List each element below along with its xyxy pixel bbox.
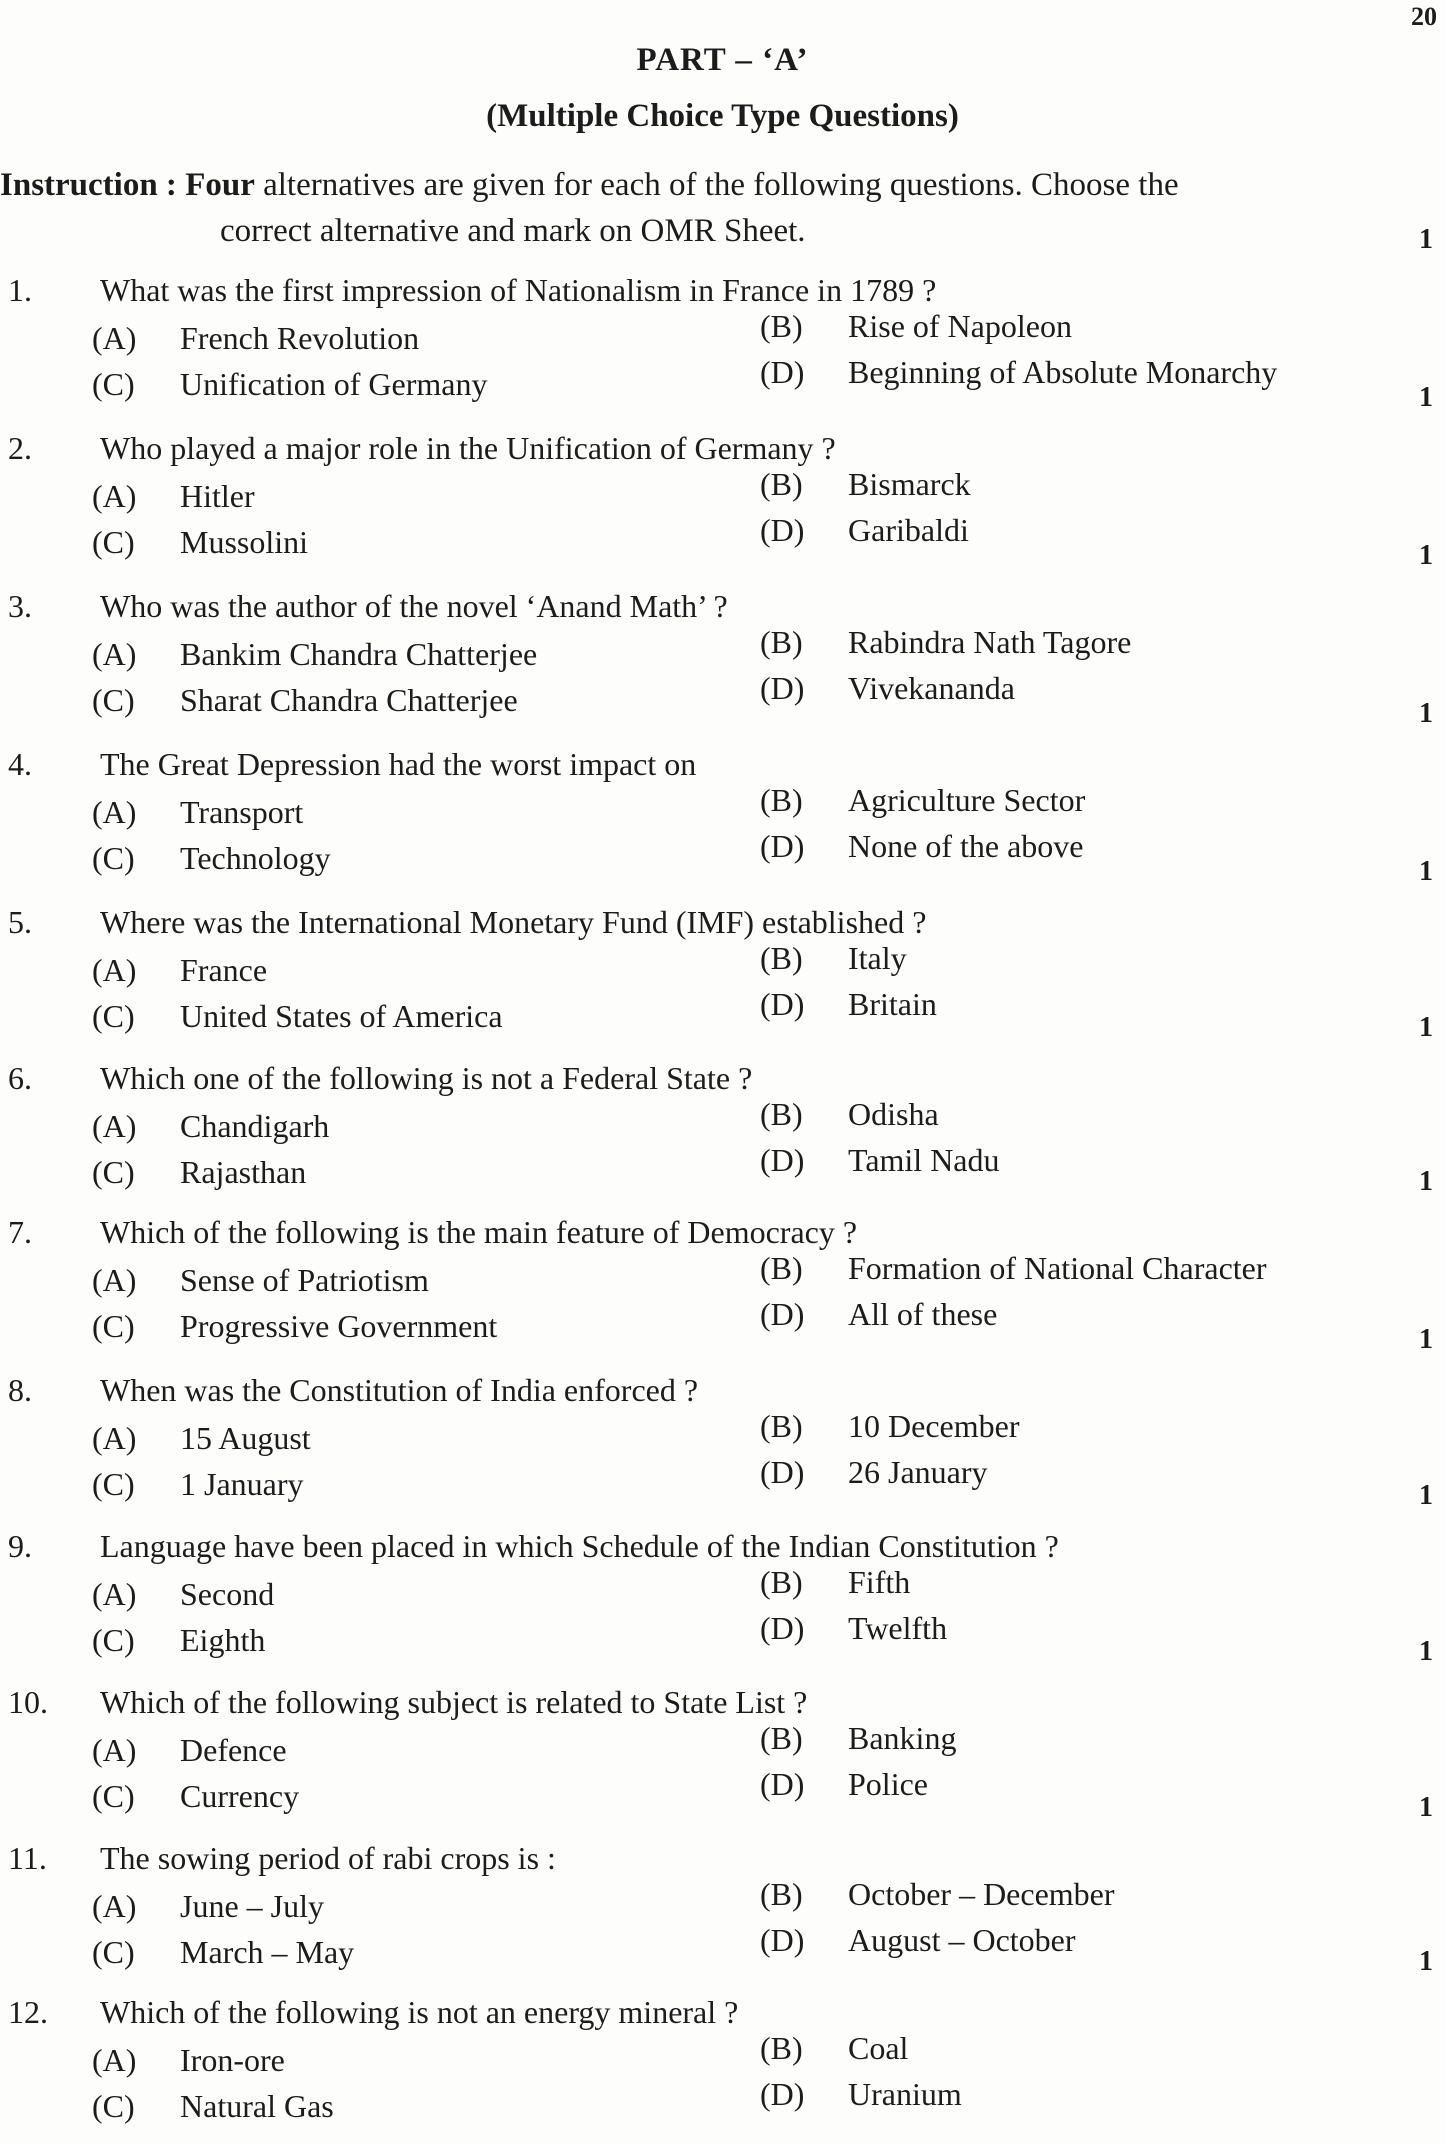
question-text: Who was the author of the novel ‘Anand Math’ ? (100, 588, 728, 624)
option-d[interactable] (760, 1766, 928, 1803)
option-text: Currency (180, 1778, 300, 1814)
option-label: (D) (760, 1922, 805, 1958)
option-label: (D) (760, 986, 805, 1022)
option-label: (D) (760, 828, 805, 864)
option-b[interactable] (760, 466, 971, 503)
option-text: Britain (848, 986, 937, 1022)
question-2 (0, 382, 1445, 580)
question-mark: 1 (1419, 1324, 1433, 1355)
option-a[interactable] (92, 1108, 329, 1145)
question-number: 2. (8, 430, 32, 466)
option-label: (A) (92, 478, 137, 514)
option-text: Technology (180, 840, 331, 876)
option-label: (C) (92, 1934, 135, 1970)
option-label: (A) (92, 1576, 137, 1612)
question-text: Who played a major role in the Unification of Germany ? (100, 430, 836, 466)
option-text: None of the above (848, 828, 1084, 864)
option-text: Vivekananda (848, 670, 1015, 706)
option-d[interactable] (760, 1922, 1076, 1959)
option-c[interactable] (92, 366, 487, 403)
option-c[interactable] (92, 840, 331, 877)
option-label: (D) (760, 1142, 805, 1178)
instruction-label: Instruction : (0, 167, 177, 203)
option-label: (B) (760, 1876, 803, 1912)
option-label: (B) (760, 782, 803, 818)
question-mark: 1 (1419, 1636, 1433, 1667)
option-text: Unification of Germany (180, 366, 488, 402)
option-text: Hitler (180, 478, 255, 514)
option-text: Eighth (180, 1622, 266, 1658)
option-d[interactable] (760, 828, 1083, 865)
option-label: (B) (760, 624, 803, 660)
option-label: (D) (760, 512, 805, 548)
option-label: (A) (92, 1262, 137, 1298)
option-text: Second (180, 1576, 275, 1612)
option-text: France (180, 952, 268, 988)
option-label: (D) (760, 1766, 805, 1802)
page-number: 20 (1411, 2, 1437, 31)
option-text: 26 January (848, 1454, 988, 1490)
option-text: Sharat Chandra Chatterjee (180, 682, 518, 718)
option-text: Banking (848, 1720, 957, 1756)
instruction-line1: alternatives are given for each of the following questions. Choose the (263, 167, 1179, 203)
option-label: (D) (760, 670, 805, 706)
question-number: 3. (8, 588, 32, 624)
question-number: 9. (8, 1528, 32, 1564)
option-label: (C) (92, 1622, 135, 1658)
option-c[interactable] (92, 1466, 304, 1503)
option-c[interactable] (92, 998, 503, 1035)
option-d[interactable] (760, 354, 1277, 391)
option-label: (D) (760, 354, 805, 390)
option-text: Defence (180, 1732, 287, 1768)
option-text: Sense of Patriotism (180, 1262, 429, 1298)
option-d[interactable] (760, 1142, 1000, 1179)
option-text: Bankim Chandra Chatterjee (180, 636, 538, 672)
question-number: 4. (8, 746, 32, 782)
option-label: (C) (92, 2088, 135, 2124)
question-text: Which of the following is the main feature of Democracy ? (100, 1214, 858, 1250)
option-b[interactable] (760, 2030, 908, 2067)
option-label: (A) (92, 1732, 137, 1768)
option-text: Chandigarh (180, 1108, 330, 1144)
option-text: Garibaldi (848, 512, 969, 548)
option-b[interactable] (760, 1096, 939, 1133)
option-text: 10 December (848, 1408, 1020, 1444)
question-mark: 1 (1419, 1012, 1433, 1043)
instruction (0, 162, 1420, 254)
option-label: (D) (760, 1610, 805, 1646)
question-mark: 1 (1419, 540, 1433, 571)
option-text: Odisha (848, 1096, 939, 1132)
option-text: Agriculture Sector (848, 782, 1086, 818)
option-label: (C) (92, 1154, 135, 1190)
question-mark: 1 (1419, 224, 1433, 255)
option-b[interactable] (760, 624, 1131, 661)
option-label: (A) (92, 1108, 137, 1144)
option-text: Rise of Napoleon (848, 308, 1072, 344)
option-label: (B) (760, 466, 803, 502)
question-number: 5. (8, 904, 32, 940)
option-c[interactable] (92, 2088, 334, 2125)
option-label: (C) (92, 366, 135, 402)
option-label: (B) (760, 1096, 803, 1132)
option-a[interactable] (92, 320, 419, 357)
option-text: All of these (848, 1296, 998, 1332)
option-label: (B) (760, 940, 803, 976)
option-text: Beginning of Absolute Monarchy (848, 354, 1278, 390)
option-text: 1 January (180, 1466, 304, 1502)
option-text: Coal (848, 2030, 909, 2066)
option-label: (C) (92, 840, 135, 876)
option-label: (C) (92, 1308, 135, 1344)
option-text: Rajasthan (180, 1154, 307, 1190)
option-a[interactable] (92, 478, 255, 515)
option-text: Iron-ore (180, 2042, 285, 2078)
option-c[interactable] (92, 524, 308, 561)
option-c[interactable] (92, 1622, 265, 1659)
question-text: Language have been placed in which Schedule of the Indian Constitution ? (100, 1528, 1059, 1564)
option-c[interactable] (92, 1934, 354, 1971)
option-label: (B) (760, 2030, 803, 2066)
question-text: What was the first impression of Nationalism in France in 1789 ? (100, 272, 937, 308)
option-text: Bismarck (848, 466, 971, 502)
option-d[interactable] (760, 1610, 947, 1647)
option-text: Tamil Nadu (848, 1142, 1000, 1178)
part-title: PART – ‘A’ (636, 42, 809, 78)
option-c[interactable] (92, 682, 518, 719)
question-number: 6. (8, 1060, 32, 1096)
question-text: Which of the following is not an energy mineral ? (100, 1994, 739, 2030)
option-text: Mussolini (180, 524, 309, 560)
option-label: (D) (760, 1454, 805, 1490)
option-a[interactable] (92, 2042, 285, 2079)
option-label: (B) (760, 1564, 803, 1600)
option-a[interactable] (92, 1888, 324, 1925)
option-label: (A) (92, 952, 137, 988)
question-mark: 1 (1419, 1792, 1433, 1823)
question-mark: 1 (1419, 382, 1433, 413)
option-label: (B) (760, 308, 803, 344)
option-d[interactable] (760, 2076, 962, 2113)
option-b[interactable] (760, 308, 1072, 345)
option-text: United States of America (180, 998, 503, 1034)
option-d[interactable] (760, 986, 937, 1023)
option-b[interactable] (760, 1720, 956, 1757)
option-c[interactable] (92, 1154, 306, 1191)
option-a[interactable] (92, 1420, 311, 1457)
option-label: (C) (92, 682, 135, 718)
option-label: (B) (760, 1720, 803, 1756)
option-text: October – December (848, 1876, 1115, 1912)
option-text: Transport (180, 794, 304, 830)
option-text: March – May (180, 1934, 355, 1970)
option-text: Fifth (848, 1564, 911, 1600)
option-text: June – July (180, 1888, 324, 1924)
option-text: Twelfth (848, 1610, 948, 1646)
question-mark: 1 (1419, 1946, 1433, 1977)
option-label: (A) (92, 794, 137, 830)
question-mark: 1 (1419, 698, 1433, 729)
option-text: French Revolution (180, 320, 420, 356)
instruction-emphasis: Four (185, 167, 255, 203)
option-a[interactable] (92, 1576, 274, 1613)
option-text: August – October (848, 1922, 1076, 1958)
option-label: (A) (92, 1888, 137, 1924)
option-b[interactable] (760, 1876, 1115, 1913)
option-c[interactable] (92, 1308, 497, 1345)
section-subtitle: (Multiple Choice Type Questions) (486, 98, 959, 134)
option-label: (C) (92, 524, 135, 560)
option-text: Uranium (848, 2076, 962, 2112)
option-d[interactable] (760, 512, 969, 549)
option-b[interactable] (760, 1564, 910, 1601)
option-label: (A) (92, 636, 137, 672)
question-text: The Great Depression had the worst impact on (100, 746, 697, 782)
option-b[interactable] (760, 1408, 1019, 1445)
option-d[interactable] (760, 1454, 988, 1491)
question-mark: 1 (1419, 1166, 1433, 1197)
option-b[interactable] (760, 1250, 1267, 1287)
option-text: Natural Gas (180, 2088, 334, 2124)
question-number: 12. (8, 1994, 48, 2030)
question-number: 11. (8, 1840, 47, 1876)
question-text: Which of the following subject is related to State List ? (100, 1684, 808, 1720)
question-number: 1. (8, 272, 32, 308)
option-text: 15 August (180, 1420, 311, 1456)
question-number: 7. (8, 1214, 32, 1250)
option-label: (D) (760, 1296, 805, 1332)
option-b[interactable] (760, 940, 907, 977)
question-number: 8. (8, 1372, 32, 1408)
option-d[interactable] (760, 670, 1015, 707)
option-a[interactable] (92, 1262, 429, 1299)
option-a[interactable] (92, 636, 537, 673)
option-label: (C) (92, 1778, 135, 1814)
instruction-line2: correct alternative and mark on OMR Sheet. (220, 213, 806, 249)
option-text: Progressive Government (180, 1308, 498, 1344)
option-text: Rabindra Nath Tagore (848, 624, 1132, 660)
option-b[interactable] (760, 782, 1085, 819)
option-text: Italy (848, 940, 907, 976)
option-text: Police (848, 1766, 928, 1802)
option-label: (B) (760, 1408, 803, 1444)
option-label: (D) (760, 2076, 805, 2112)
option-a[interactable] (92, 794, 303, 831)
question-mark: 1 (1419, 856, 1433, 887)
question-text: The sowing period of rabi crops is : (100, 1840, 556, 1876)
option-a[interactable] (92, 1732, 287, 1769)
option-d[interactable] (760, 1296, 997, 1333)
option-label: (A) (92, 2042, 137, 2078)
option-a[interactable] (92, 952, 267, 989)
option-text: Formation of National Character (848, 1250, 1267, 1286)
option-label: (C) (92, 998, 135, 1034)
question-mark: 1 (1419, 1480, 1433, 1511)
question-text: Which one of the following is not a Federal State ? (100, 1060, 753, 1096)
option-label: (A) (92, 320, 137, 356)
option-label: (B) (760, 1250, 803, 1286)
option-label: (A) (92, 1420, 137, 1456)
option-c[interactable] (92, 1778, 299, 1815)
option-label: (C) (92, 1466, 135, 1502)
question-text: When was the Constitution of India enforced ? (100, 1372, 699, 1408)
question-text: Where was the International Monetary Fund (IMF) established ? (100, 904, 927, 940)
question-number: 10. (8, 1684, 48, 1720)
